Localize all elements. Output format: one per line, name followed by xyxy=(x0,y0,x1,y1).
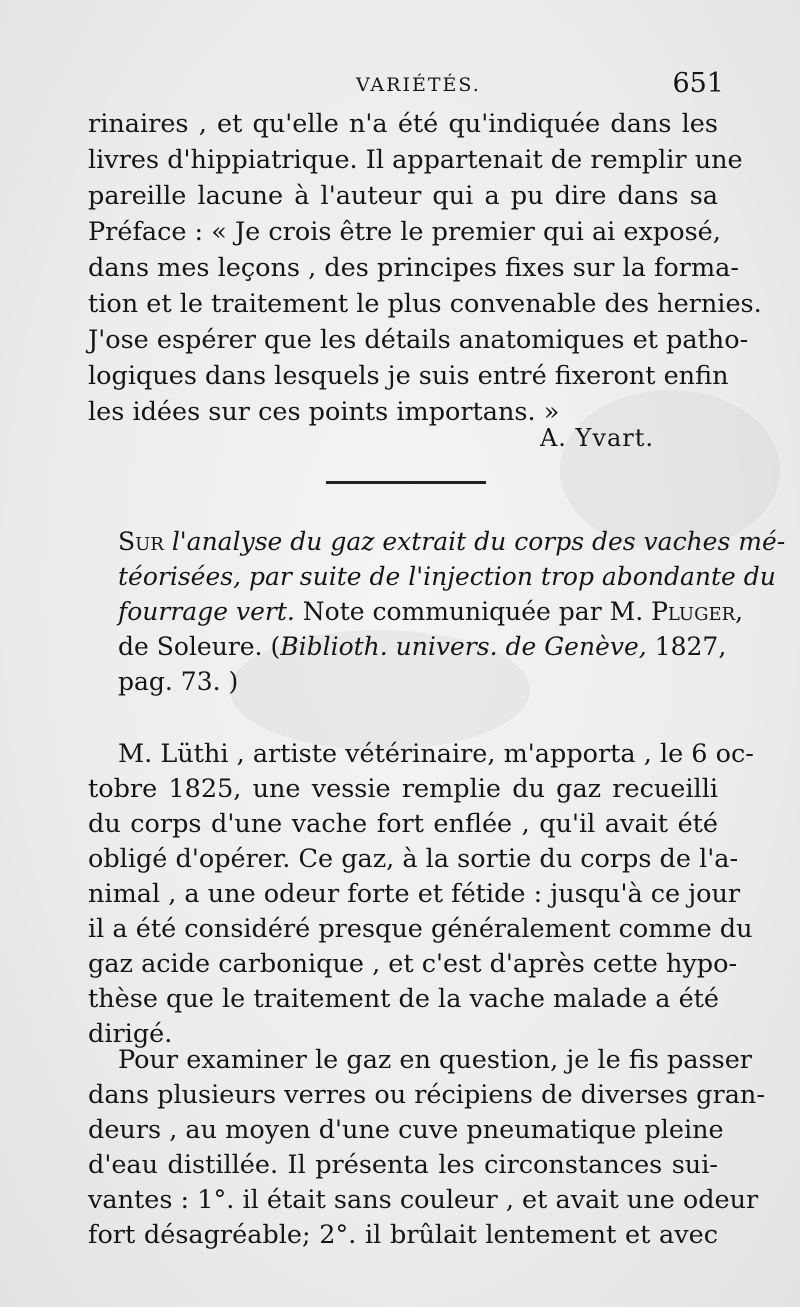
page-header xyxy=(88,68,728,104)
text-line: du corps d'une vache fort enflée , qu'il avait été xyxy=(88,809,718,839)
title-sur: Sur xyxy=(118,527,164,556)
author-name: Pluger, xyxy=(651,597,744,626)
text-line: thèse que le traitement de la vache malade a été xyxy=(88,984,720,1014)
text-line: Préface : « Je crois être le premier qui ai exposé, xyxy=(88,217,721,247)
section-divider xyxy=(326,481,486,484)
page-number: 651 xyxy=(672,68,724,99)
title-italic: l'analyse du gaz extrait du corps des vaches mé- xyxy=(171,527,786,556)
text-line: J'ose espérer que les détails anatomiques et patho- xyxy=(88,325,749,355)
running-head: VARIÉTÉS. xyxy=(356,74,481,96)
source-journal: Biblioth. univers. de Genève, xyxy=(280,632,647,661)
text-line: il a été considéré presque généralement comme du xyxy=(88,914,753,944)
title-roman: Note communiquée par M. xyxy=(302,597,644,626)
text-line: nimal , a une odeur forte et fétide : jusqu'à ce jour xyxy=(88,879,741,909)
text-line: dans mes leçons , des principes fixes sur la forma- xyxy=(88,253,739,283)
text-line: dans plusieurs verres ou récipiens de diverses gran- xyxy=(88,1080,765,1110)
text-line: deurs , au moyen d'une cuve pneumatique pleine xyxy=(88,1115,724,1145)
text-line: pareille lacune à l'auteur qui a pu dire dans sa xyxy=(88,181,718,211)
title-italic: fourrage vert. xyxy=(118,597,295,626)
text-line: dirigé. xyxy=(88,1019,173,1049)
text-line: Pour examiner le gaz en question, je le fis passer xyxy=(118,1045,753,1075)
text-line: rinaires , et qu'elle n'a été qu'indiquée dans les xyxy=(88,109,718,139)
title-roman: 1827, xyxy=(654,632,727,661)
article-title-line xyxy=(118,524,786,559)
author-signature: A. Yvart. xyxy=(539,424,654,452)
text-line: d'eau distillée. Il présenta les circonstances sui- xyxy=(88,1150,718,1180)
text-line: livres d'hippiatrique. Il appartenait de remplir une xyxy=(88,145,743,175)
title-roman: de Soleure. ( xyxy=(118,632,281,661)
article-title-line xyxy=(118,559,776,594)
article-title-line xyxy=(118,594,744,629)
article-title-line: pag. 73. ) xyxy=(118,667,239,696)
text-line: fort désagréable; 2°. il brûlait lentement et avec xyxy=(88,1220,718,1250)
text-line: gaz acide carbonique , et c'est d'après cette hypo- xyxy=(88,949,738,979)
text-line: logiques dans lesquels je suis entré fixeront enfin xyxy=(88,361,729,391)
text-line: M. Lüthi , artiste vétérinaire, m'apporta , le 6 oc- xyxy=(118,739,754,769)
text-line: vantes : 1°. il était sans couleur , et avait une odeur xyxy=(88,1185,759,1215)
text-line: tion et le traitement le plus convenable des hernies. xyxy=(88,289,762,319)
title-italic: téorisées, par suite de l'injection trop abondante du xyxy=(118,562,776,591)
text-line: les idées sur ces points importans. » xyxy=(88,397,560,427)
text-line: obligé d'opérer. Ce gaz, à la sortie du corps de l'a- xyxy=(88,844,739,874)
article-title-line xyxy=(118,629,727,664)
text-line: tobre 1825, une vessie remplie du gaz recueilli xyxy=(88,774,718,804)
